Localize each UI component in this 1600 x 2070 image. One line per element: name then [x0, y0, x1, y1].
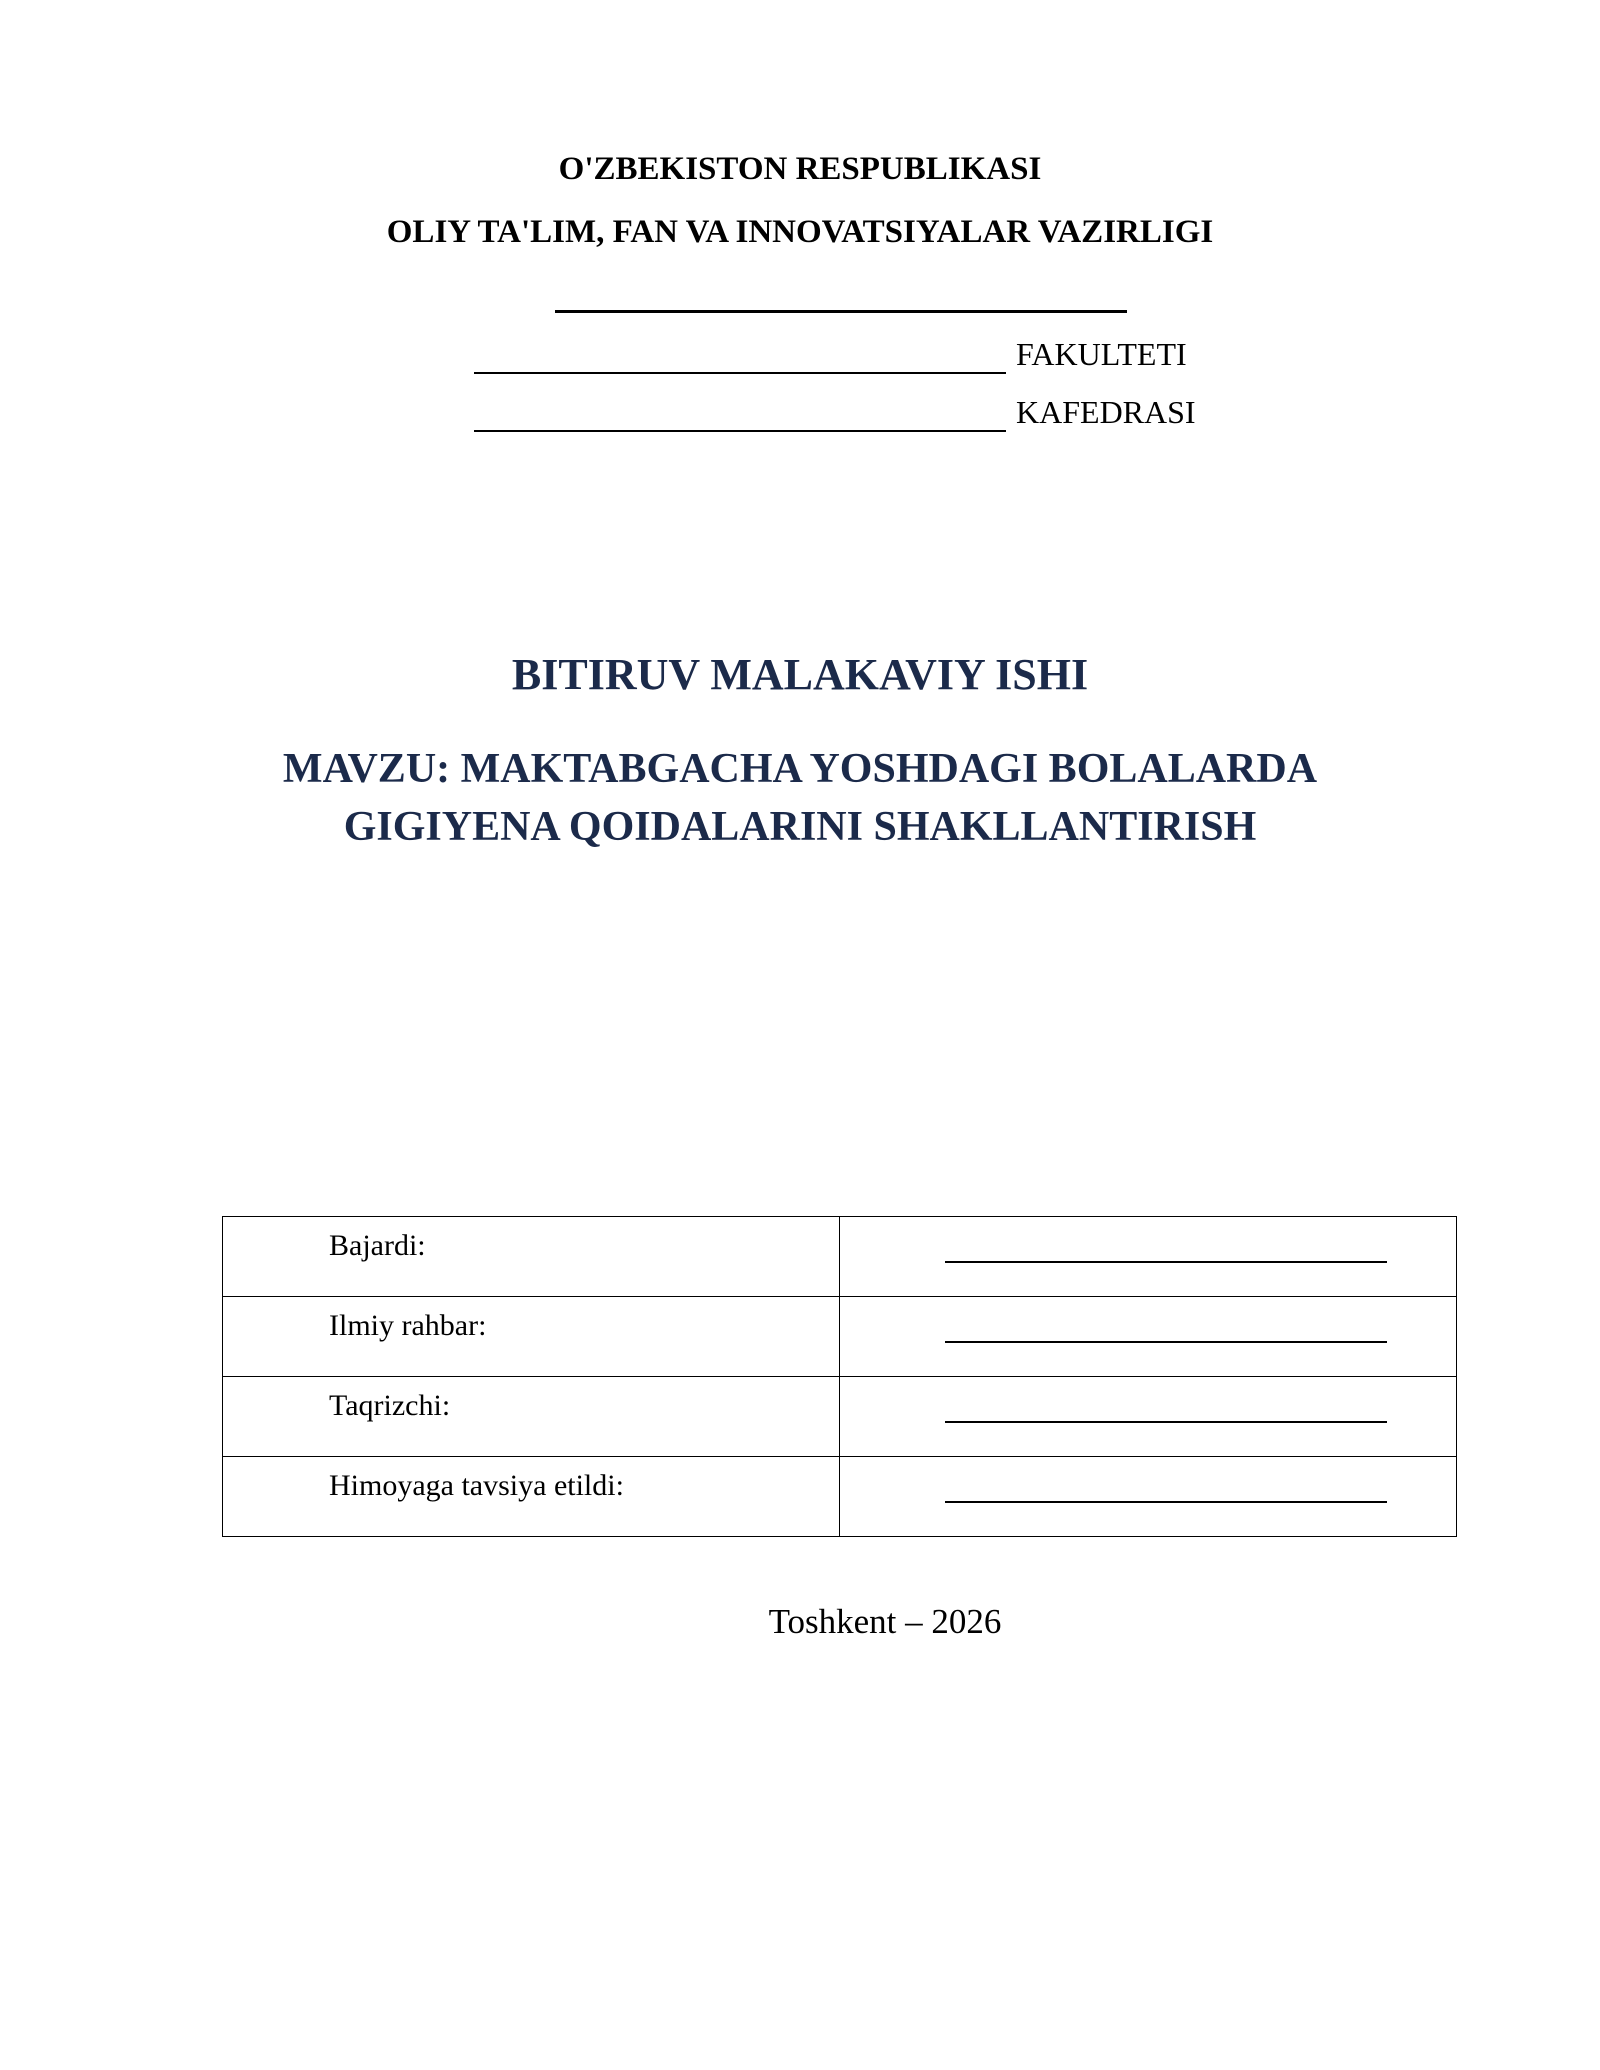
department-row [474, 392, 1196, 432]
signature-label: Himoyaga tavsiya etildi: [223, 1457, 840, 1537]
city-year: Toshkent – 2026 [768, 1602, 1002, 1641]
table-row [223, 1377, 1457, 1457]
signature-cell [840, 1457, 1457, 1537]
table-row [223, 1297, 1457, 1377]
signature-line [945, 1421, 1387, 1423]
signature-cell [840, 1217, 1457, 1297]
faculty-blank-line [474, 342, 1006, 374]
signature-label: Bajardi: [223, 1217, 840, 1297]
table-row [223, 1457, 1457, 1537]
signature-cell [840, 1297, 1457, 1377]
university-name-blank-line [555, 310, 1127, 313]
department-label: KAFEDRASI [1016, 394, 1196, 430]
ministry-heading: OLIY TA'LIM, FAN VA INNOVATSIYALAR VAZIRLIGI [386, 214, 1214, 250]
topic-title-line-1: MAVZU: MAKTABGACHA YOSHDAGI BOLALARDA [282, 746, 1318, 792]
signature-cell [840, 1377, 1457, 1457]
faculty-label: FAKULTETI [1016, 336, 1187, 372]
department-blank-line [474, 400, 1006, 432]
signature-label: Ilmiy rahbar: [223, 1297, 840, 1377]
thesis-title: BITIRUV MALAKAVIY ISHI [511, 650, 1089, 699]
table-row [223, 1217, 1457, 1297]
signature-label: Taqrizchi: [223, 1377, 840, 1457]
signature-line [945, 1341, 1387, 1343]
faculty-row [474, 334, 1187, 374]
signature-line [945, 1501, 1387, 1503]
republic-heading: O'ZBEKISTON RESPUBLIKASI [558, 151, 1042, 187]
signature-line [945, 1261, 1387, 1263]
topic-title-line-2: GIGIYENA QOIDALARINI SHAKLLANTIRISH [343, 804, 1257, 850]
signature-table [222, 1216, 1457, 1537]
